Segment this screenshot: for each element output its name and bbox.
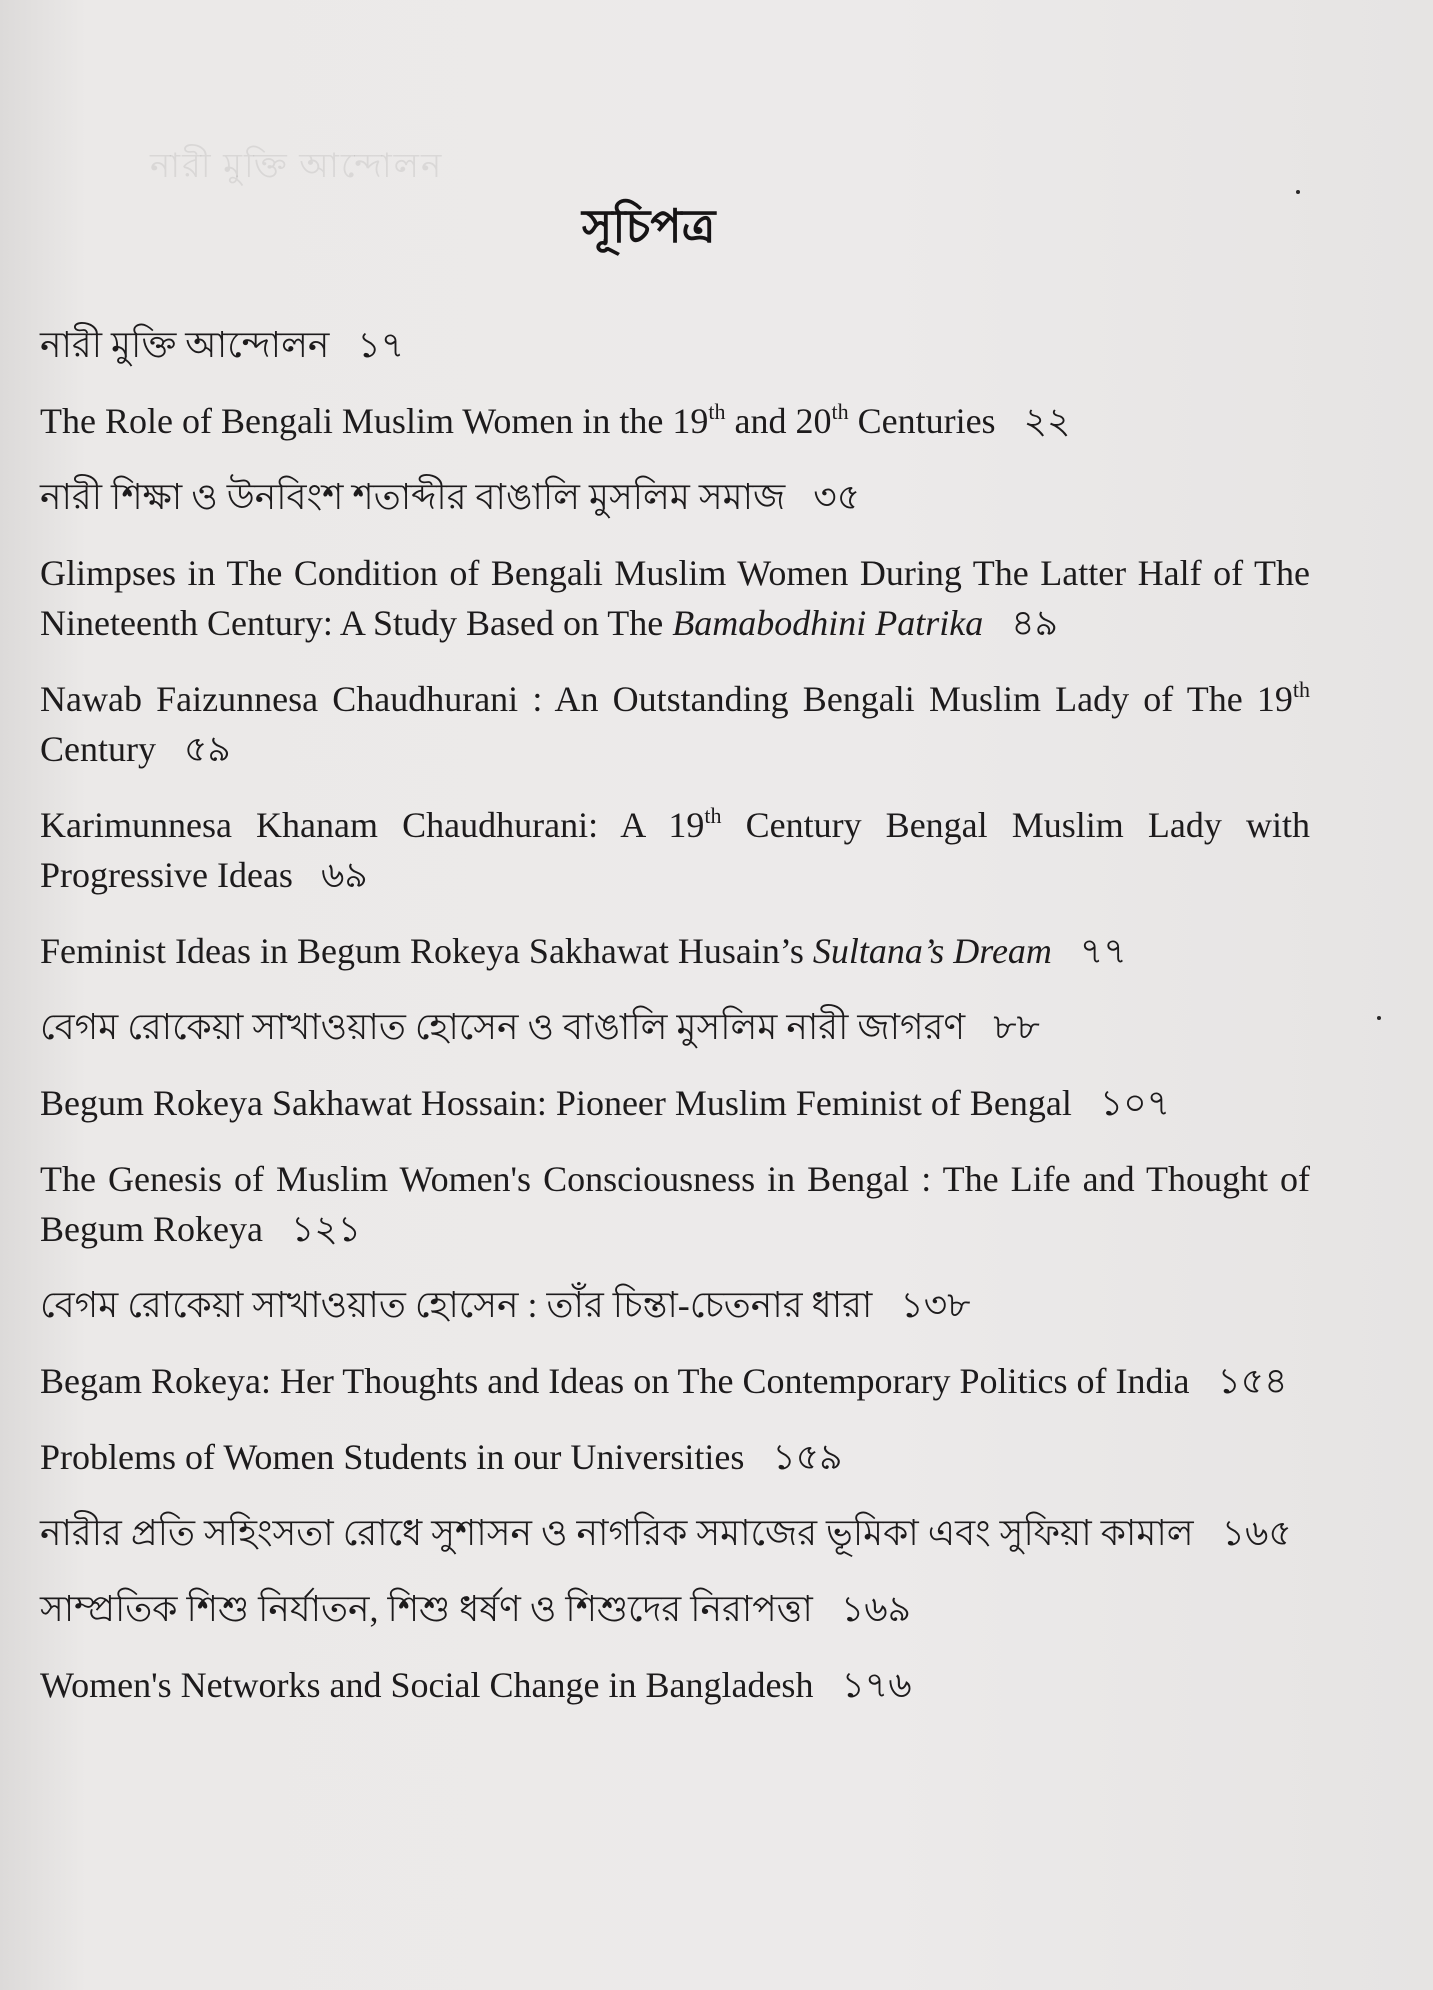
toc-entry	[40, 926, 1310, 976]
toc-entry	[40, 1002, 1310, 1052]
toc-entry-page: ১৭৬	[841, 1665, 912, 1705]
toc-entry-title: নারী মুক্তি আন্দোলন	[40, 325, 330, 365]
toc-entry-page: ৬৯	[320, 855, 368, 895]
toc-entry-page: ২২	[1023, 401, 1071, 441]
print-speck	[1296, 190, 1300, 194]
toc-entry	[40, 396, 1310, 446]
toc-entry	[40, 1508, 1310, 1558]
toc-entry-title: Begum Rokeya Sakhawat Hossain: Pioneer Muslim Feminist of Bengal	[40, 1083, 1072, 1123]
toc-entry	[40, 320, 1310, 370]
toc-entry-title: নারী শিক্ষা ও উনবিংশ শতাব্দীর বাঙালি মুসলিম সমাজ	[40, 477, 786, 517]
toc-entry	[40, 674, 1310, 774]
toc-entry	[40, 1280, 1310, 1330]
toc-entry-page: ১৫৪	[1217, 1361, 1288, 1401]
toc-entry-title: Women's Networks and Social Change in Bangladesh	[40, 1665, 814, 1705]
toc-entry-title: Feminist Ideas in Begum Rokeya Sakhawat Husain’s Sultana’s Dream	[40, 931, 1052, 971]
print-speck	[1377, 1016, 1381, 1020]
toc-entry-title: The Role of Bengali Muslim Women in the 19th and 20th Centuries	[40, 399, 996, 441]
toc-entry-title: সাম্প্রতিক শিশু নির্যাতন, শিশু ধর্ষণ ও শিশুদের নিরাপত্তা	[40, 1589, 813, 1629]
toc-entry-title: The Genesis of Muslim Women's Consciousness in Bengal : The Life and Thought of Begum Rokeya	[40, 1159, 1310, 1249]
toc-entry	[40, 1154, 1310, 1254]
toc-entry	[40, 1356, 1310, 1406]
toc-entry-title: Karimunnesa Khanam Chaudhurani: A 19th Century Bengal Muslim Lady with Progressive Ideas	[40, 803, 1310, 895]
toc-entry	[40, 1432, 1310, 1482]
toc-entry-page: ১৭	[357, 325, 405, 365]
toc-entry-page: ৫৯	[183, 729, 231, 769]
toc-entry	[40, 472, 1310, 522]
toc-entry-page: ৪৯	[1011, 603, 1058, 643]
toc-entry	[40, 1584, 1310, 1634]
toc-entry-page: ৭৭	[1079, 931, 1127, 971]
toc-entry-page: ৩৫	[813, 477, 861, 517]
toc-entry-page: ১৬৫	[1221, 1513, 1292, 1553]
toc-entry	[40, 1660, 1310, 1710]
toc-entry-page: ১৫৯	[772, 1437, 843, 1477]
toc-entry	[40, 800, 1310, 900]
toc-entry-title: Nawab Faizunnesa Chaudhurani : An Outstanding Bengali Muslim Lady of The 19th Century	[40, 677, 1310, 769]
toc-entry-title: বেগম রোকেয়া সাখাওয়াত হোসেন ও বাঙালি মুসলিম নারী জাগরণ	[40, 1007, 966, 1047]
toc-entry-page: ৮৮	[993, 1007, 1040, 1047]
toc-entry-page: ১২১	[290, 1209, 362, 1249]
toc-entry-title: Problems of Women Students in our Universities	[40, 1437, 745, 1477]
toc-entry-title: Begam Rokeya: Her Thoughts and Ideas on The Contemporary Politics of India	[40, 1361, 1190, 1401]
toc-entry-title: Glimpses in The Condition of Bengali Muslim Women During The Latter Half of The Nineteenth Century: A Study Based on The Bamabodhini Patrika	[40, 553, 1310, 643]
toc-entry-title: নারীর প্রতি সহিংসতা রোধে সুশাসন ও নাগরিক সমাজের ভূমিকা এবং সুফিয়া কামাল	[40, 1513, 1194, 1553]
page-title: সূচিপত্র	[582, 201, 716, 252]
toc-entry-page: ১৬৯	[840, 1589, 911, 1629]
toc-entry	[40, 1078, 1310, 1128]
toc-entry	[40, 548, 1310, 648]
toc-entry-page: ১৩৮	[900, 1285, 971, 1325]
bleed-through-header: নারী মুক্তি আন্দোলন	[150, 148, 444, 185]
toc-entry-title: বেগম রোকেয়া সাখাওয়াত হোসেন : তাঁর চিন্তা-চেতনার ধারা	[40, 1285, 873, 1325]
table-of-contents	[40, 320, 1310, 1736]
toc-entry-page: ১০৭	[1099, 1083, 1171, 1123]
